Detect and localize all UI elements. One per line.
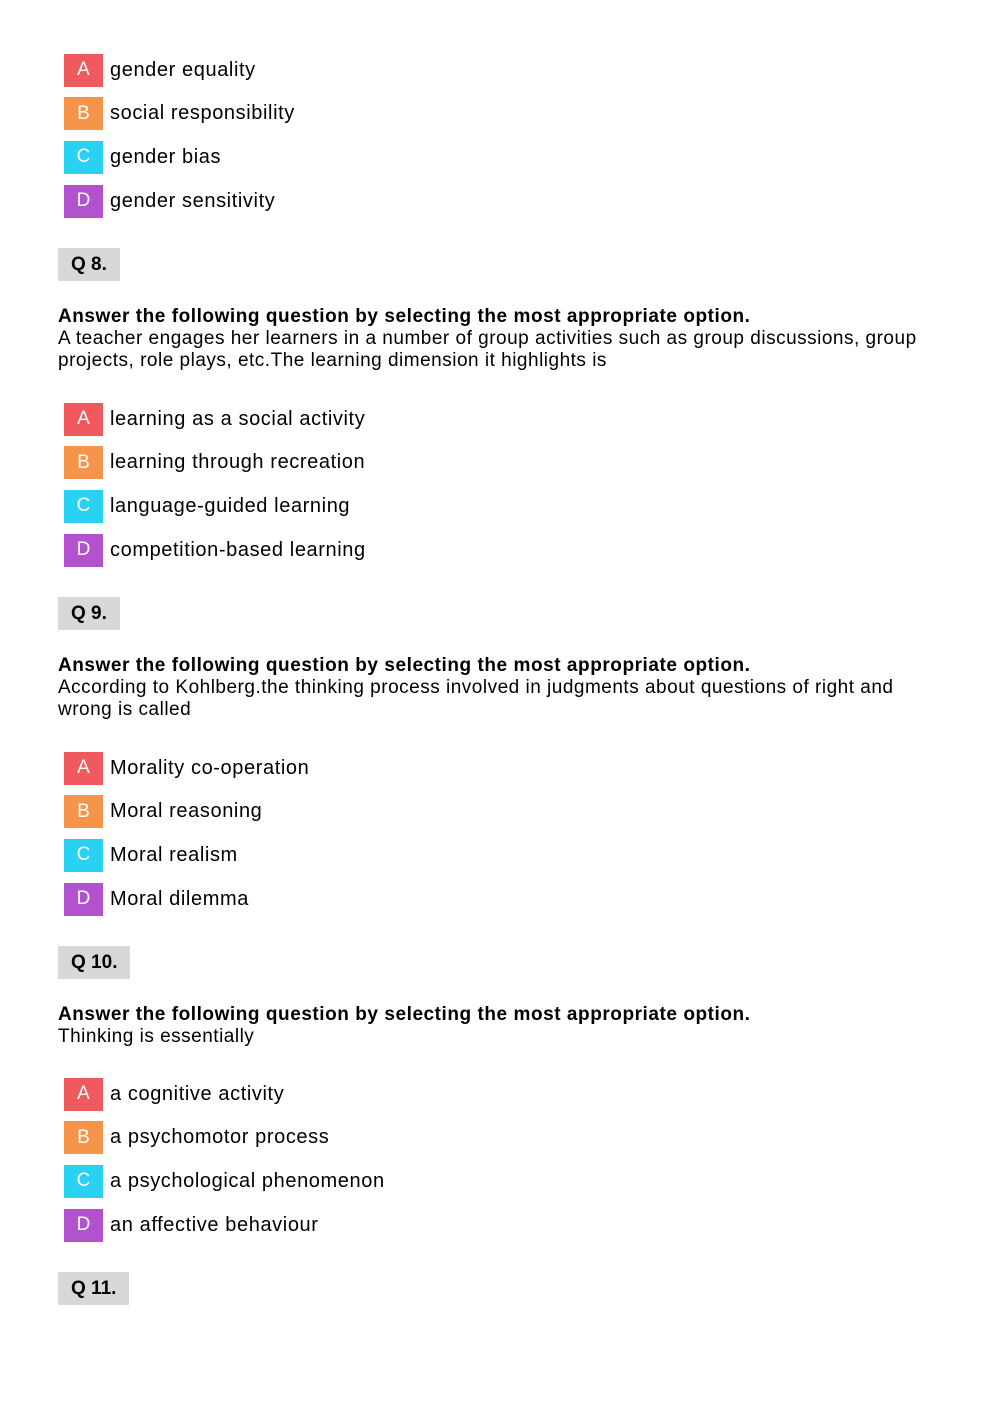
option-badge: C: [64, 490, 103, 523]
question-q8: [58, 306, 938, 372]
q8-option-d[interactable]: [64, 533, 366, 567]
q9-option-d[interactable]: [64, 882, 309, 916]
q7-options: [64, 53, 295, 228]
option-text: learning as a social activity: [110, 407, 366, 430]
question-label-q9: Q 9.: [58, 597, 120, 630]
q9-options: [64, 751, 309, 926]
option-badge: B: [64, 446, 103, 479]
option-badge: B: [64, 1121, 103, 1154]
q10-option-b[interactable]: [64, 1121, 385, 1155]
q10-option-d[interactable]: [64, 1208, 385, 1242]
option-text: social responsibility: [110, 102, 295, 125]
q7-option-a[interactable]: [64, 53, 295, 87]
option-text: gender bias: [110, 145, 222, 168]
option-text: learning through recreation: [110, 451, 366, 474]
option-badge: A: [64, 752, 103, 785]
option-text: Moral realism: [110, 843, 238, 866]
question-text: According to Kohlberg.the thinking process involved in judgments about questions of right and wrong is called: [58, 677, 894, 720]
option-text: language-guided learning: [110, 494, 351, 517]
q7-option-c[interactable]: [64, 140, 295, 174]
question-q10: [58, 1004, 938, 1048]
option-text: Moral reasoning: [110, 800, 263, 823]
question-q9: [58, 655, 938, 721]
question-label-q8: Q 8.: [58, 248, 120, 281]
option-badge: D: [64, 185, 103, 218]
option-text: competition-based learning: [110, 538, 366, 561]
q8-option-a[interactable]: [64, 402, 366, 436]
option-text: gender sensitivity: [110, 189, 276, 212]
option-badge: A: [64, 403, 103, 436]
option-text: Morality co-operation: [110, 756, 310, 779]
q9-option-b[interactable]: [64, 795, 309, 829]
option-text: gender equality: [110, 58, 256, 81]
q9-option-c[interactable]: [64, 838, 309, 872]
option-text: a psychological phenomenon: [110, 1169, 385, 1192]
option-text: Moral dilemma: [110, 887, 249, 910]
question-instruction: Answer the following question by selecting the most appropriate option.: [58, 306, 751, 327]
question-instruction: Answer the following question by selecting the most appropriate option.: [58, 655, 751, 676]
option-text: an affective behaviour: [110, 1213, 319, 1236]
q10-option-c[interactable]: [64, 1164, 385, 1198]
q8-options: [64, 402, 366, 577]
option-badge: D: [64, 883, 103, 916]
q7-option-b[interactable]: [64, 97, 295, 131]
q8-option-c[interactable]: [64, 489, 366, 523]
option-badge: C: [64, 141, 103, 174]
question-label-q10: Q 10.: [58, 946, 130, 979]
q7-option-d[interactable]: [64, 184, 295, 218]
option-badge: D: [64, 534, 103, 567]
q8-option-b[interactable]: [64, 446, 366, 480]
option-badge: B: [64, 795, 103, 828]
question-label-q11: Q 11.: [58, 1272, 129, 1305]
question-instruction: Answer the following question by selecting the most appropriate option.: [58, 1004, 751, 1025]
option-badge: C: [64, 1165, 103, 1198]
option-text: a psychomotor process: [110, 1126, 330, 1149]
option-text: a cognitive activity: [110, 1082, 285, 1105]
option-badge: D: [64, 1209, 103, 1242]
q10-options: [64, 1077, 385, 1252]
q10-option-a[interactable]: [64, 1077, 385, 1111]
question-text: A teacher engages her learners in a number of group activities such as group discussions, group projects, role plays, etc.The learning dimension it highlights is: [58, 328, 917, 371]
option-badge: A: [64, 1078, 103, 1111]
option-badge: B: [64, 97, 103, 130]
q9-option-a[interactable]: [64, 751, 309, 785]
option-badge: A: [64, 54, 103, 87]
option-badge: C: [64, 839, 103, 872]
question-text: Thinking is essentially: [58, 1026, 255, 1047]
